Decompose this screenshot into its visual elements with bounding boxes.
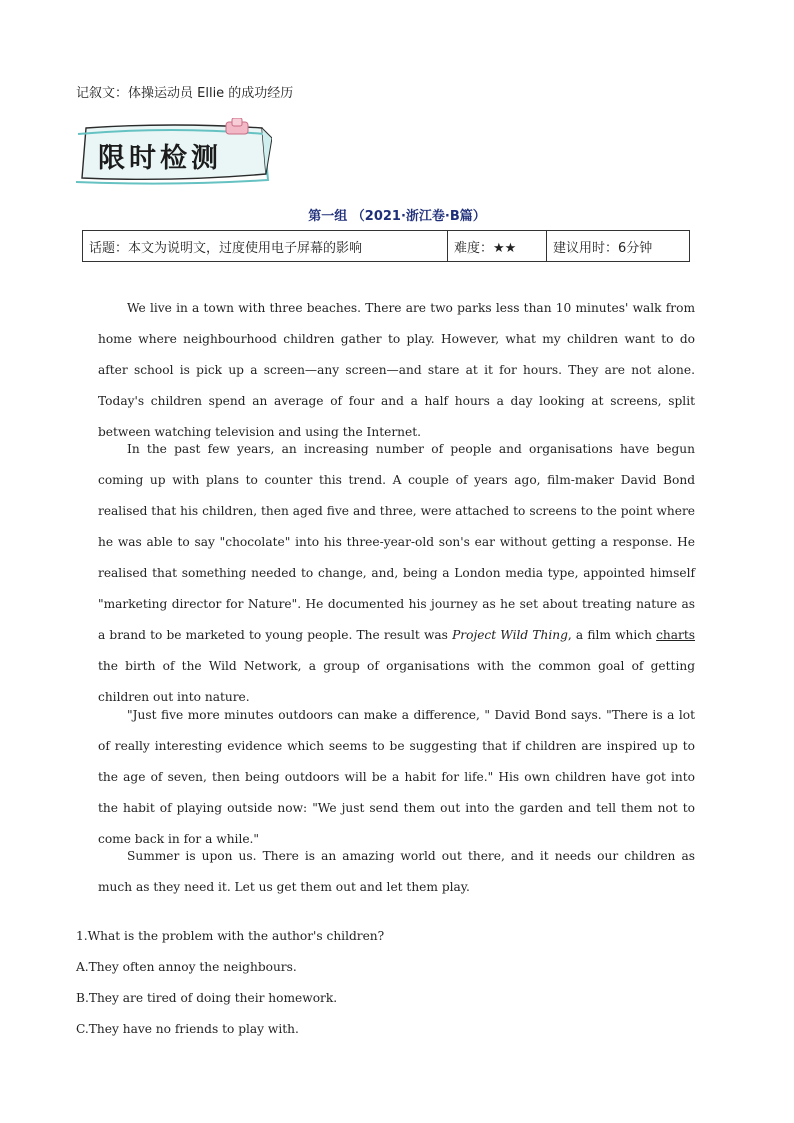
banner-title: 限时检测 — [98, 143, 222, 174]
film-title: Project Wild Thing — [452, 628, 568, 642]
intro-line: 记叙文：体操运动员 Ellie 的成功经历 — [76, 86, 294, 101]
option-c: C.They have no friends to play with. — [76, 1022, 299, 1036]
paragraph-2 — [98, 434, 695, 713]
section-banner — [76, 120, 272, 186]
group-title: 第一组 （2021·浙江卷·B篇） — [308, 209, 486, 224]
option-b: B.They are tired of doing their homework. — [76, 991, 338, 1005]
underlined-word: charts — [656, 628, 696, 642]
paragraph-2-text-a: In the past few years, an increasing number of people and organisations have begun coming up with plans to counter this trend. A couple of years ago, film-maker David Bond realised that his children, then aged five and three, were attached to screens to the point where he was able to say "chocolate" into his three-year-old son's ear without getting a response. He realised that something needed to change, and, being a London media type, appointed himself "marketing director for Nature". He documented his journey as he set about treating nature as a brand to be marketed to young people. The result was — [98, 442, 695, 642]
paragraph-2-text-b: , a film which — [567, 628, 657, 642]
paragraph-1: We live in a town with three beaches. There are two parks less than 10 minutes' walk from home where neighbourhood children gather to play. However, what my children want to do after school is pick up a screen—any screen—and stare at it for hours. They are not alone. Today's children spend an average of four and a half hours a day looking at screens, split between watching television and using the Internet. — [98, 301, 695, 439]
info-table — [82, 230, 690, 262]
paragraph-4: Summer is upon us. There is an amazing world out there, and it needs our children as much as they need it. Let us get them out and let them play. — [98, 849, 695, 894]
topic-cell: 话题：本文为说明文，过度使用电子屏幕的影响 — [83, 231, 448, 262]
question-stem: 1.What is the problem with the author's children? — [76, 929, 385, 943]
difficulty-cell: 难度：★★ — [448, 231, 547, 262]
paragraph-2-text-c: the birth of the Wild Network, a group of organisations with the common goal of getting children out into nature. — [98, 659, 695, 704]
option-a: A.They often annoy the neighbours. — [76, 960, 297, 974]
info-row — [83, 231, 690, 262]
time-cell: 建议用时：6分钟 — [547, 231, 690, 262]
clip-icon — [222, 118, 252, 138]
paragraph-3: "Just five more minutes outdoors can make a difference, " David Bond says. "There is a lot of really interesting evidence which seems to be suggesting that if children are inspired up to the age of seven, then being outdoors will be a habit for life." His own children have got into the habit of playing outside now: "We just send them out into the garden and tell them not to come back in for a while." — [98, 708, 695, 846]
